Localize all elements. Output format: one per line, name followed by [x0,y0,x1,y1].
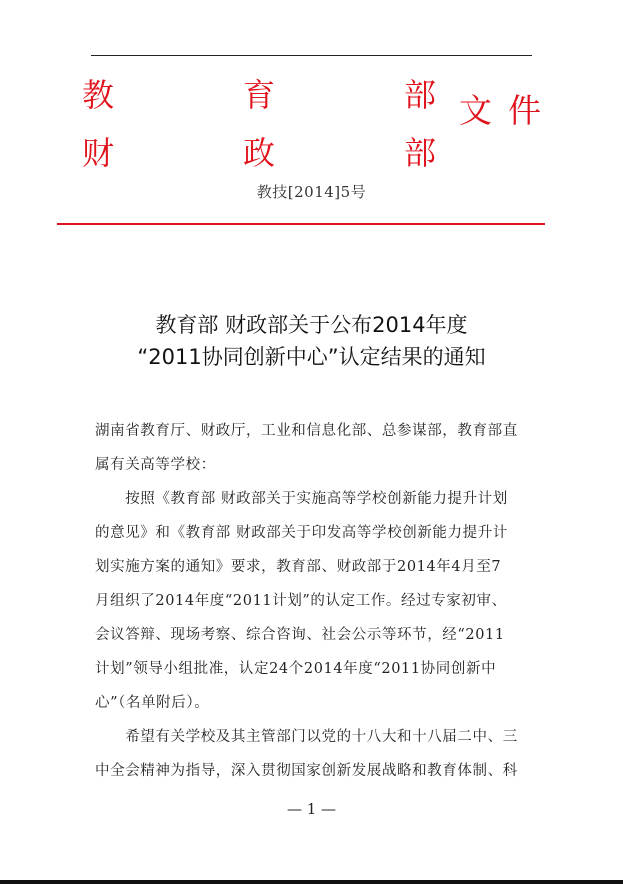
header-suffix-wenjian: 文件 [459,91,557,130]
top-rule [91,55,532,56]
body-line: 划实施方案的通知》要求，教育部、财政部于2014年4月至7 [95,559,502,575]
body-line: 属有关高等学校： [95,457,216,473]
header-char-jiao: 教 [82,76,115,114]
header-char-cai: 财 [82,134,115,172]
header-char-yu: 育 [243,76,276,114]
body-line: 中全会精神为指导，深入贯彻国家创新发展战略和教育体制、科 [95,763,518,779]
document-title-line-2: “2011协同创新中心”认定结果的通知 [137,345,486,369]
body-line: 月组织了2014年度“2011计划”的认定工作。经过专家初审、 [95,593,507,609]
body-line: 希望有关学校及其主管部门以党的十八大和十八届二中、三 [95,729,518,745]
body-line: 计划”领导小组批准，认定24个2014年度“2011协同创新中 [95,661,497,677]
header-char-bu-1: 部 [404,76,437,114]
document-number: 教技[2014]5号 [256,183,367,201]
body-line: 会议答辩、现场考察、综合咨询、社会公示等环节，经“2011 [95,627,505,643]
header-char-zheng: 政 [243,134,276,172]
body-line: 的意见》和《教育部 财政部关于印发高等学校创新能力提升计 [95,525,508,541]
page-number: — 1 — [286,800,337,818]
body-line: 按照《教育部 财政部关于实施高等学校创新能力提升计划 [95,491,508,507]
bottom-edge [0,880,623,884]
body-line: 湖南省教育厅、财政厅，工业和信息化部、总参谋部，教育部直 [95,423,518,439]
red-divider [57,223,545,225]
header-char-bu-2: 部 [404,134,437,172]
body-line: 心”（名单附后）。 [95,695,210,711]
document-title-line-1: 教育部 财政部关于公布2014年度 [155,313,468,337]
